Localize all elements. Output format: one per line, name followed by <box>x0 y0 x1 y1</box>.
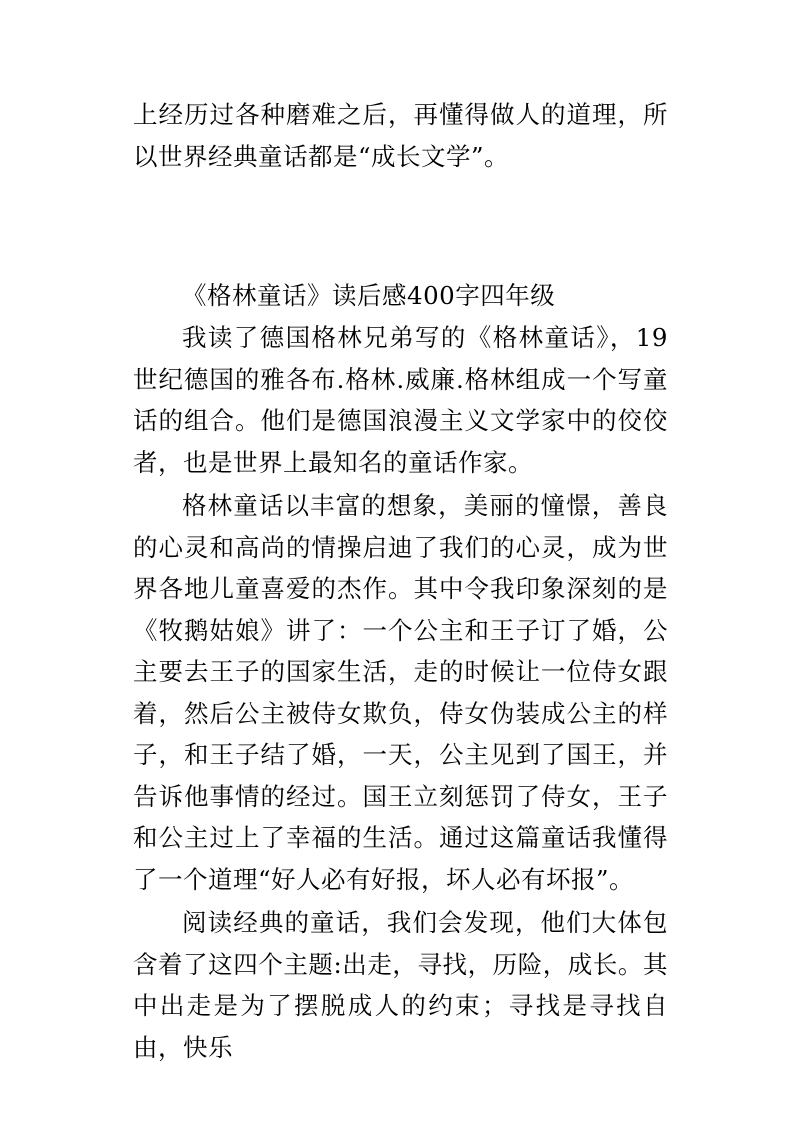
essay-body <box>133 317 668 1068</box>
essay-title: 《格林童话》读后感400字四年级 <box>182 281 556 310</box>
paragraph-3: 阅读经典的童话，我们会发现，他们大体包含着了这四个主题:出走，寻找，历险，成长。其中出走是为了摆脱成人的约束；寻找是寻找自由，快乐 <box>133 908 668 1062</box>
paragraph-1: 我读了德国格林兄弟写的《格林童话》，19世纪德国的雅各布.格林.威廉.格林组成一个写童话的组合。他们是德国浪漫主义文学家中的佼佼者，也是世界上最知名的童话作家。 <box>133 323 668 477</box>
intro-paragraph <box>133 94 668 177</box>
intro-text: 上经历过各种磨难之后，再懂得做人的道理，所以世界经典童话都是“成长文学”。 <box>133 100 668 171</box>
paragraph-2: 格林童话以丰富的想象，美丽的憧憬，善良的心灵和高尚的情操启迪了我们的心灵，成为世界各地儿童喜爱的杰作。其中令我印象深刻的是《牧鹅姑娘》讲了：一个公主和王子订了婚，公主要去王子的国家生活，走的时候让一位侍女跟着，然后公主被侍女欺负，侍女伪装成公主的样子，和王子结了婚，一天，公主见到了国王，并告诉他事情的经过。国王立刻惩罚了侍女，王子和公主过上了幸福的生活。通过这篇童话我懂得了一个道理“好人必有好报，坏人必有坏报”。 <box>133 491 668 894</box>
